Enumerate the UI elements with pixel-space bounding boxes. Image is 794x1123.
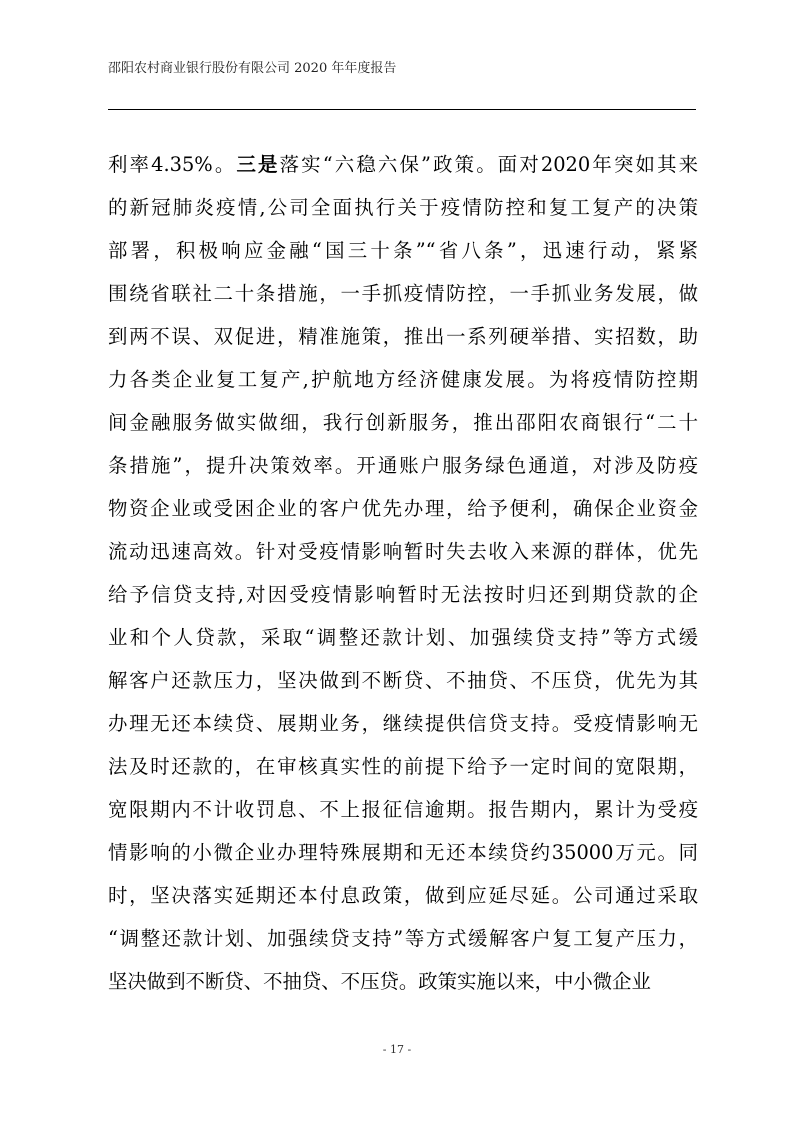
body-line	[108, 831, 698, 874]
text-segment: 到两不误、双促进，精准施策，推出一系列硬举措、实招数，助	[108, 325, 698, 348]
bold-text-segment: 三是	[236, 153, 280, 176]
text-segment: 法及时还款的，在审核真实性的前提下给予一定时间的宽限期，	[108, 755, 698, 778]
text-segment: 时，坚决落实延期还本付息政策，做到应延尽延。公司通过采取	[108, 884, 698, 907]
body-text	[108, 143, 698, 1003]
header-divider	[108, 109, 696, 110]
body-line	[108, 788, 698, 831]
body-line	[108, 573, 698, 616]
text-segment: 办理无还本续贷、展期业务，继续提供信贷支持。受疫情影响无	[108, 712, 698, 735]
body-line	[108, 401, 698, 444]
text-segment: 利率4.35%。	[108, 153, 237, 176]
page-number: - 17 -	[382, 1043, 412, 1056]
text-segment: 部署，积极响应金融“国三十条”“省八条”，迅速行动，紧紧	[108, 239, 698, 262]
body-line	[108, 659, 698, 702]
body-line	[108, 530, 698, 573]
body-line	[108, 702, 698, 745]
body-line	[108, 745, 698, 788]
text-segment: 流动迅速高效。针对受疫情影响暂时失去收入来源的群体，优先	[108, 540, 698, 563]
body-line	[108, 487, 698, 530]
body-line	[108, 874, 698, 917]
text-segment: 的新冠肺炎疫情,公司全面执行关于疫情防控和复工复产的决策	[108, 196, 698, 219]
body-line	[108, 358, 698, 401]
text-segment: 间金融服务做实做细，我行创新服务，推出邵阳农商银行“二十	[108, 411, 698, 434]
text-segment: 给予信贷支持,对因受疫情影响暂时无法按时归还到期贷款的企	[108, 583, 698, 606]
text-segment: 业和个人贷款，采取“调整还款计划、加强续贷支持”等方式缓	[108, 626, 698, 649]
text-segment: 面对2020年突如其来	[497, 153, 698, 176]
body-line	[108, 444, 698, 487]
text-segment: 条措施”，提升决策效率。开通账户服务绿色通道，对涉及防疫	[108, 454, 698, 477]
text-segment: 情影响的小微企业办理特殊展期和无还本续贷约35000万元。同	[108, 841, 698, 864]
body-line	[108, 616, 698, 659]
text-segment: “调整还款计划、加强续贷支持”等方式缓解客户复工复产压力，	[108, 927, 698, 950]
body-line	[108, 917, 698, 960]
text-segment: 宽限期内不计收罚息、不上报征信逾期。报告期内，累计为受疫	[108, 798, 698, 821]
text-segment: 物资企业或受困企业的客户优先办理，给予便利，确保企业资金	[108, 497, 698, 520]
text-segment: 坚决做到不断贷、不抽贷、不压贷。政策实施以来，中小微企业	[108, 970, 651, 993]
text-segment: 围绕省联社二十条措施，一手抓疫情防控，一手抓业务发展，做	[108, 282, 698, 305]
text-segment: 力各类企业复工复产,护航地方经济健康发展。为将疫情防控期	[108, 368, 698, 391]
body-line	[108, 315, 698, 358]
body-line	[108, 229, 698, 272]
body-line	[108, 143, 698, 186]
text-segment: 落实“六稳六保”政策。	[279, 153, 498, 176]
text-segment: 解客户还款压力，坚决做到不断贷、不抽贷、不压贷，优先为其	[108, 669, 698, 692]
body-line	[108, 272, 698, 315]
body-line	[108, 960, 698, 1003]
body-line	[108, 186, 698, 229]
report-header-title: 邵阳农村商业银行股份有限公司 2020 年年度报告	[108, 61, 397, 76]
